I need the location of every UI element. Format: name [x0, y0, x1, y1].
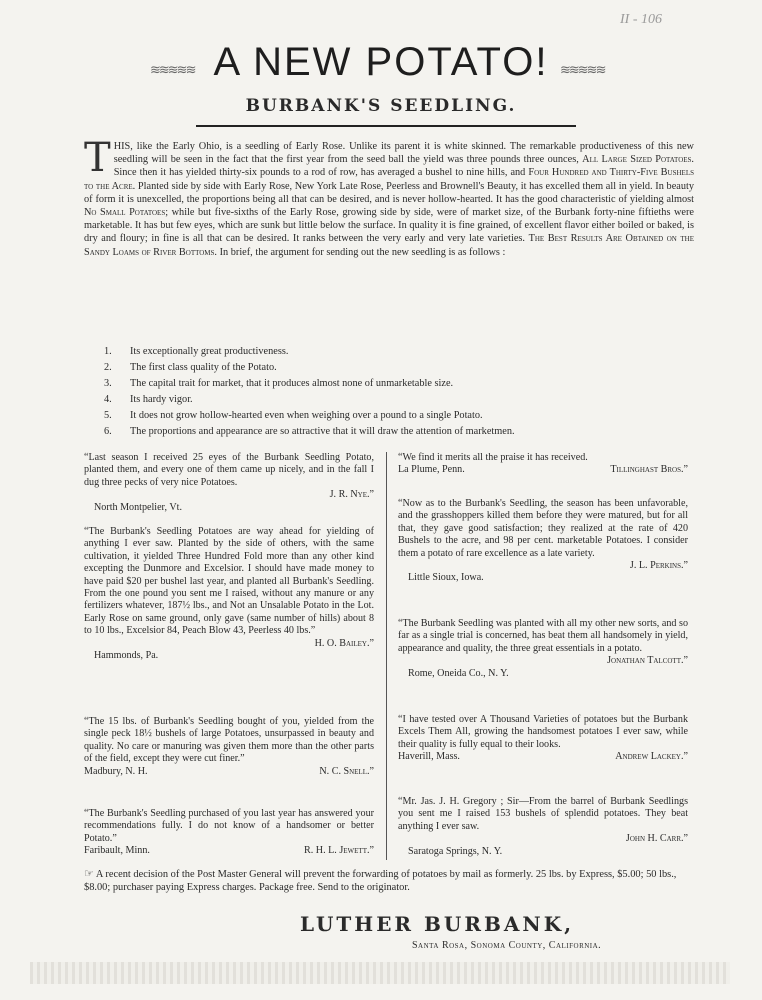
- testimonial: “I have tested over A Thousand Varieties of potatoes but the Burbank Excels Them All, growing the handsomest potatoes I ever saw, while their quality is fully equal to their looks. Haverill, Mass. Andrew Lackey.”: [398, 714, 688, 763]
- testimonial: “Now as to the Burbank's Seedling, the season has been unfavorable, and the grasshoppers killed them before they were matured, but for all that, they gave good satisfaction; they realized at the rate of 420 Bushels to the acre, and 98 per cent. marketable Potatoes. I consider them a potato of rare excellence as a late variety. J. L. Perkins.” Little Sioux, Iowa.: [398, 498, 688, 584]
- testimonial-author: J. L. Perkins.”: [629, 560, 688, 572]
- intro-emphasis: Four Hundred and Thirty-Five Bushels to the Acre.: [84, 167, 695, 192]
- intro-text: In brief, the argument for sending out the new seedling is as follows :: [219, 246, 506, 258]
- intro-emphasis: No Small Potatoes;: [84, 207, 169, 219]
- intro-emphasis: The Best Results Are Obtained on the Sandy Loams of River Bottoms.: [84, 233, 695, 258]
- column-divider: [386, 452, 387, 860]
- testimonial-author: John H. Carr.”: [625, 833, 688, 845]
- testimonial-location: Madbury, N. H.: [84, 765, 148, 777]
- list-item: 1. Its exceptionally great productiveness.: [104, 346, 289, 357]
- testimonial-author: Jonathan Talcott.”: [607, 655, 688, 667]
- page-subtitle: BURBANK'S SEEDLING.: [245, 96, 517, 116]
- testimonial-location: Faribault, Minn.: [84, 845, 150, 857]
- testimonial-location: La Plume, Penn.: [398, 464, 465, 476]
- testimonial: “The Burbank Seedling was planted with all my other new sorts, and so far as a single trial is concerned, has beat them all handsomely in yield, appearance and quality, the three great essentials in a potato. Jonathan Talcott.” Rome, Oneida Co., N. Y.: [398, 618, 688, 679]
- intro-text: Since then it has yielded thirty-six pounds to a rod of row, has averaged a bushel to nine hills, and: [113, 167, 526, 179]
- testimonial: “The 15 lbs. of Burbank's Seedling bought of you, yielded from the single peck 18½ bushels of large Potatoes, unsurpassed in beauty and quality. No care or manuring was given them more than the other parts of the field, except they were cut finer.” Madbury, N. H. N. C. Snell.”: [84, 716, 374, 777]
- list-item: 5. It does not grow hollow-hearted even when weighing over a pound to a single Potato.: [104, 410, 483, 421]
- testimonial-location: Saratoga Springs, N. Y.: [408, 845, 503, 857]
- right-flourish-icon: ≋≋≋≋≋: [560, 62, 605, 77]
- testimonial: “The Burbank's Seedling purchased of you last year has answered your recommendations fully. I do not know of a handsomer or better Potato.” Faribault, Minn. R. H. L. Jewett.”: [84, 808, 374, 857]
- testimonial-location: Haverill, Mass.: [398, 751, 460, 763]
- list-item: 2. The first class quality of the Potato.: [104, 362, 277, 373]
- testimonial: “Last season I received 25 eyes of the Burbank Seedling Potato, planted them, and every one of them came up nicely, and in the fall I dug three pecks of very nice Potatoes. J. R. Nye.” North Montpelier, Vt.: [84, 452, 374, 513]
- testimonial: “The Burbank's Seedling Potatoes are way ahead for yielding of anything I ever saw. Planted by the side of others, with the same cultivation, it yielded Three Hundred Fold more than any other kind excepting the Dunmore and Excelsior. I should have made money to have paid $20 per bushel last year, and planted all Burbank's Seedling. From the one pound you sent me I raised, without any manure or any fertilizers whatever, 187½ lbs., and Not an Unsalable Potato in the Lot. Early Rose on same ground, only gave (same number of hills) about 8 to 10 lbs., Excelsior 84, Peach Blow 43, Peerless 40 lbs.” H. O. Bailey.” Hammonds, Pa.: [84, 526, 374, 662]
- testimonial-author: Tillinghast Bros.”: [610, 464, 688, 476]
- originator-address: Santa Rosa, Sonoma County, California.: [412, 940, 602, 951]
- originator-name: LUTHER BURBANK,: [300, 912, 575, 936]
- list-item: 3. The capital trait for market, that it produces almost none of unmarketable size.: [104, 378, 454, 389]
- testimonial-location: North Montpelier, Vt.: [94, 501, 182, 513]
- intro-text: while but five-sixths of the Early Rose, growing side by side, were of market size, of the Burbank forty-nine fiftieths were marketable. It has but few eyes, which are sunk but little below the surface. In quality it is fine grained, of excellent flavor either boiled or baked, is dry and floury; in fine is all that can be desired. It ranks between the very early and very late varieties.: [84, 207, 694, 245]
- intro-paragraph: [84, 135, 695, 259]
- title-rule: [196, 125, 576, 127]
- intro-text: HIS, like the Early Ohio, is a seedling of Early Rose. Unlike its parent it is white skinned. The remarkable productiveness of this new seedling will be seen in the fact that the first year from the seed ball the yield was three pounds three ounces,: [113, 141, 694, 166]
- testimonial-author: J. R. Nye.”: [329, 489, 374, 501]
- testimonial-location: Hammonds, Pa.: [94, 650, 159, 662]
- testimonial-location: Rome, Oneida Co., N. Y.: [408, 667, 509, 679]
- testimonial: “We find it merits all the praise it has received. La Plume, Penn. Tillinghast Bros.”: [398, 452, 688, 476]
- testimonial-author: H. O. Bailey.”: [314, 637, 374, 649]
- argument-list: [104, 344, 664, 440]
- intro-text: Planted side by side with Early Rose, New York Late Rose, Peerless and Brownell's Beauty, it has excelled them all in yield. In beauty of form it is unexcelled, the proportions being all that can be desired, and is never hollow-hearted. It has the good characteristic of yielding almost: [84, 180, 694, 205]
- drop-cap: T: [84, 135, 111, 181]
- shipping-notice-text: A recent decision of the Post Master General will prevent the forwarding of potatoes by mail as formerly. 25 lbs. by Express, $5.00; 50 lbs., $8.00; purchaser paying Express charges. Package free. Send to the originator.: [84, 869, 677, 893]
- intro-emphasis: All Large Sized Potatoes.: [582, 154, 694, 166]
- archive-annotation: II - 106: [620, 12, 662, 27]
- list-item: 4. Its hardy vigor.: [104, 394, 193, 405]
- page-title: A NEW POTATO!: [213, 40, 549, 84]
- testimonial-author: N. C. Snell.”: [319, 765, 374, 777]
- testimonial-author: R. H. L. Jewett.”: [304, 845, 374, 857]
- testimonial-location: Little Sioux, Iowa.: [408, 572, 484, 584]
- testimonial-author: Andrew Lackey.”: [615, 751, 688, 763]
- left-flourish-icon: ≋≋≋≋≋: [150, 62, 195, 77]
- scan-smudge: [30, 962, 730, 984]
- pointing-hand-icon: ☞: [84, 868, 94, 880]
- list-item: 6. The proportions and appearance are so attractive that it will draw the attention of marketmen.: [104, 426, 515, 437]
- shipping-notice: [84, 868, 694, 894]
- testimonial: “Mr. Jas. J. H. Gregory ; Sir—From the barrel of Burbank Seedlings you sent me I raised 153 bushels of splendid potatoes. They beat anything I ever saw. John H. Carr.” Saratoga Springs, N. Y.: [398, 796, 688, 857]
